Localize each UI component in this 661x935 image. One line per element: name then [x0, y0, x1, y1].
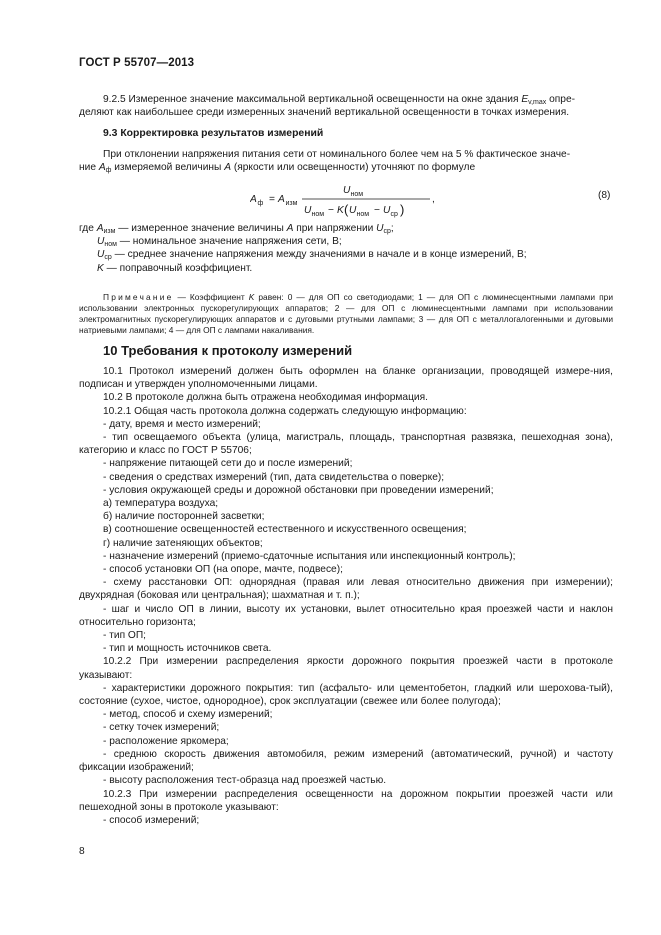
paragraph: [79, 161, 613, 174]
clause-9-2-5: [79, 93, 613, 119]
formula-numerator: U: [343, 185, 351, 196]
formula-lhs: A: [250, 194, 257, 205]
list-item: - способ установки ОП (на опоре, мачте, подвесе);: [103, 564, 343, 576]
formula-paren-open: (: [344, 202, 349, 217]
subscript: v,max: [528, 99, 547, 106]
paragraph: [79, 93, 613, 106]
section-heading-9-3: 9.3 Корректировка результатов измерений: [103, 128, 324, 139]
list-item: - высоту расположения тест-образца над проезжей частью.: [103, 775, 387, 787]
list-item: - дату, время и место измерений;: [103, 418, 261, 430]
formula-rhs: A: [278, 194, 285, 205]
text: — Коэффициент: [173, 292, 249, 302]
list-item: - шаг и число ОП в линии, высоту их установки, вылет относительно края проезжей части и наклон относительно горизонта;: [79, 603, 613, 628]
clause-9-3-text: [79, 148, 613, 174]
subscript: ср: [104, 254, 112, 262]
list-item: - назначение измерений (приемо-сдаточные испытания или инспекционный контроль);: [103, 550, 516, 562]
paragraph: деляют как наибольшее среди измеренных значений вертикальной освещенности в точках измерения.: [79, 107, 570, 119]
list-item: - метод, способ и схему измерений;: [103, 709, 273, 721]
formula-comma: ,: [432, 194, 435, 205]
list-item: 10.2.1 Общая часть протокола должна содержать следующую информацию:: [103, 405, 467, 417]
text: 9.2.5 Измеренное значение максимальной вертикальной освещенности на окне здания: [103, 94, 522, 105]
subscript: изм: [103, 228, 116, 235]
symbol: A: [224, 162, 232, 174]
subscript: ф: [105, 167, 112, 175]
section-heading-10: 10 Требования к протоколу измерений: [103, 343, 353, 358]
text: ;: [390, 223, 394, 234]
formula-den-k: K: [337, 205, 344, 216]
formula-definitions: [79, 222, 613, 275]
text: — среднее значение напряжения между значениями в начале и в конце измерений, В;: [111, 249, 527, 261]
formula-den-u: U: [304, 205, 312, 216]
definition: [79, 222, 613, 235]
formula-8: [250, 182, 450, 218]
list-item: - схему расстановки ОП: однорядная (правая или левая относительно движения при измерении); двухрядная (боковая или центральная); шахматная и т. п.);: [79, 577, 613, 602]
list-item: 10.2 В протоколе должна быть отражена необходимая информация.: [103, 392, 428, 404]
symbol: U: [97, 249, 105, 261]
note-label: Примечание: [103, 292, 174, 302]
formula-lhs-sub: ф: [257, 200, 264, 207]
definition: [79, 248, 613, 261]
text: равен: 0 — для ОП со светодиодами; 1 — для ОП с люминесцентными лампами при использовании электронных пускорегулирующих аппаратов; 2 — для ОП с люминесцентными лампами при использовании электромагнитных пускорегулирующих аппаратов и с дуговыми ртутными лампами; 3 — для ОП с металлогалогенными и дуговыми натриевыми лампами; 4 — для ОП с лампами накаливания.: [79, 292, 613, 335]
definition: [79, 262, 613, 275]
document-header: ГОСТ Р 55707—2013: [79, 57, 195, 69]
formula-den-minus-2: −: [374, 205, 380, 216]
formula-den-u-sub: ном: [311, 211, 325, 218]
symbol: A: [98, 162, 106, 174]
symbol: A: [96, 223, 104, 234]
subscript: ном: [104, 241, 117, 249]
formula-den-u3: U: [383, 205, 391, 216]
symbol: A: [286, 223, 294, 234]
symbol: U: [376, 223, 384, 234]
symbol: K: [248, 292, 255, 302]
list-item: - способ измерений;: [103, 814, 200, 826]
list-item: - среднюю скорость движения автомобиля, режим измерений (автоматический, ручной) и частоту фиксации изображений;: [79, 748, 613, 774]
list-item: в) соотношение освещенностей естественного и искусственного освещения;: [103, 524, 467, 536]
list-item: - условия окружающей среды и дорожной обстановки при проведении измерений;: [103, 484, 494, 496]
paragraph: При отклонении напряжения питания сети от номинального более чем на 5 % фактическое значе-: [103, 149, 571, 160]
list-item: - напряжение питающей сети до и после измерений;: [103, 458, 353, 470]
list-item: - расположение яркомера;: [103, 735, 229, 747]
text: где: [79, 223, 97, 234]
note-block: [79, 292, 613, 336]
formula-den-u2: U: [349, 205, 357, 216]
text: — номинальное значение напряжения сети, В;: [116, 236, 342, 248]
page-number: 8: [79, 846, 85, 857]
definition: [79, 235, 613, 248]
list-item: - тип и мощность источников света.: [103, 643, 272, 655]
symbol: E: [521, 94, 529, 105]
list-item: - тип освещаемого объекта (улица, магистраль, площадь, транспортная развязка, пешеходная зона), категорию и класс по ГОСТ Р 55706;: [79, 432, 613, 457]
list-item: 10.2.3 При измерении распределения освещенности на дорожном покрытии проезжей части или пешеходной зоны в протоколе указывают:: [79, 788, 613, 813]
equation-number: (8): [598, 190, 611, 201]
list-item: б) наличие посторонней засветки;: [103, 511, 265, 523]
formula-den-minus: −: [328, 205, 334, 216]
formula-numerator-sub: ном: [350, 191, 364, 198]
formula-den-u2-sub: ном: [356, 211, 370, 218]
formula-paren-close: ): [400, 202, 405, 217]
list-item: - тип ОП;: [103, 630, 147, 642]
list-item: а) температура воздуха;: [103, 498, 219, 510]
text: — измеренное значение величины: [115, 223, 287, 234]
text: измеряемой величины: [111, 162, 225, 174]
list-item: г) наличие затеняющих объектов;: [103, 537, 263, 549]
formula-den-u3-sub: ср: [390, 211, 398, 218]
list-item: - сведения о средствах измерений (тип, дата свидетельства о поверке);: [103, 471, 445, 483]
note: [79, 292, 613, 336]
text: (яркости или освещенности) уточняют по формуле: [231, 162, 476, 174]
list-item: 10.1 Протокол измерений должен быть оформлен на бланке организации, проводящей измере-ния, подписан и утвержден уполномоченными лицами.: [79, 366, 613, 391]
symbol: K: [97, 262, 104, 274]
formula-rhs-sub: изм: [285, 200, 298, 207]
text: при напряжении: [293, 223, 377, 234]
text: ние: [79, 162, 99, 174]
text: опре-: [546, 94, 576, 105]
formula-eq: =: [269, 194, 275, 205]
list-item: 10.2.2 При измерении распределения яркости дорожного покрытия проезжей части в протоколе указывают:: [79, 656, 613, 681]
list-item: - сетку точек измерений;: [103, 722, 220, 734]
subscript: ср: [383, 228, 391, 235]
list-item: - характеристики дорожного покрытия: тип (асфальто- или цементобетон, гладкий или шерохова-тый), состояние (сухое, чистое, однородное), срок эксплуатации (свежее или более полугода);: [79, 682, 613, 708]
symbol: U: [97, 236, 105, 248]
text: — поправочный коэффициент.: [103, 262, 253, 274]
section-10-body: [79, 365, 613, 827]
